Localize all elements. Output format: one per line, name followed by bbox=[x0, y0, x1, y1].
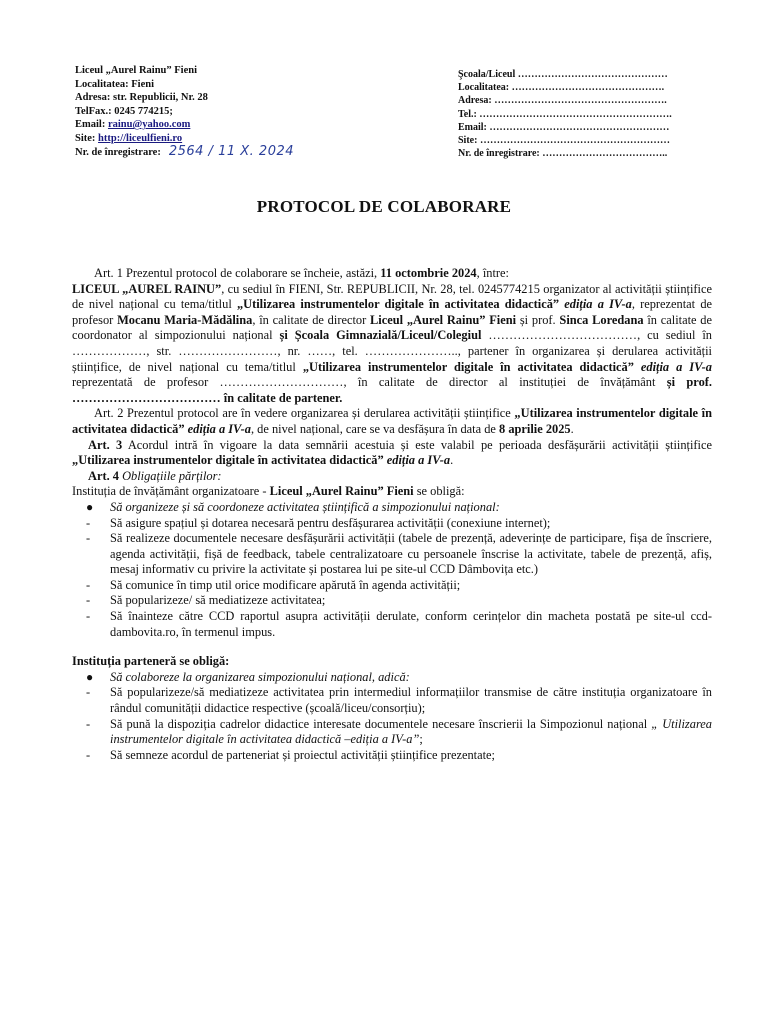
organizer-address: Adresa: str. Republicii, Nr. 28 bbox=[75, 92, 208, 103]
activity-theme: „Utilizarea instrumentelor digitale în activitatea didactică” bbox=[302, 359, 634, 374]
art1-text: , reprezentat de profesor bbox=[72, 297, 713, 327]
partner-locality-field: Localitatea: ………………………………………. bbox=[458, 82, 665, 94]
email-label: Email: bbox=[75, 119, 108, 130]
list-item bbox=[72, 609, 712, 640]
dash-icon: - bbox=[86, 515, 91, 530]
list-item bbox=[72, 578, 712, 594]
list-item-text: Să semneze acordul de parteneriat și proiectul activității științifice prezentate; bbox=[110, 747, 495, 762]
art1-text: , între: bbox=[476, 266, 509, 280]
list-item bbox=[72, 685, 712, 716]
list-item bbox=[72, 748, 712, 764]
organizer-school-name: Liceul „Aurel Rainu” Fieni bbox=[269, 484, 414, 499]
art3-label: Art. 3 bbox=[88, 437, 123, 452]
dash-icon: - bbox=[86, 593, 91, 608]
partner-school-field: Şcoala/Liceul ……………………………………… bbox=[458, 69, 668, 80]
organizer-obligations-list bbox=[72, 500, 712, 640]
list-item-text-italic: „ Utilizarea instrumentelor digitale în activitatea didactică –ediția a IV-a” bbox=[110, 716, 713, 747]
partner-obligations-heading bbox=[72, 654, 712, 670]
partner-site-field: Site: ………………………………………………… bbox=[458, 135, 670, 147]
list-item-text: Să înainteze către CCD raportul asupra activității derulate, conform cerințelor din macheta postată pe site-ul ccd-dambovita.ro, în termenul impus. bbox=[110, 609, 712, 639]
art2-text: . bbox=[570, 421, 574, 436]
intro-text: se obligă: bbox=[413, 484, 465, 499]
article-2 bbox=[72, 406, 712, 437]
bullet-icon: ● bbox=[86, 499, 94, 514]
email-link[interactable]: rainu@yahoo.com bbox=[107, 119, 191, 130]
bullet-icon: ● bbox=[86, 669, 94, 684]
partner-header bbox=[458, 68, 688, 160]
list-item-text: Să realizeze documentele necesare desfășurării activității (tabele de prezență, adeverințe de participare, fișa de înscriere, agenda activității, fișă de feedback, tabele centralizatoare cu persoanele înscrise la activitate, tabele de prezență, afiș, mesaj informativ cu privire la activitate și postarea lui pe site-ul CCD Dâmbovița etc.) bbox=[110, 531, 712, 577]
document-title: PROTOCOL DE COLABORARE bbox=[256, 197, 512, 216]
art1-text: reprezentată de profesor …………………………, în calitate de director al instituției de învățământ bbox=[72, 375, 667, 390]
organizer-name: Liceul „Aurel Rainu” Fieni bbox=[75, 65, 198, 76]
organizer-header bbox=[75, 64, 335, 160]
list-item bbox=[72, 670, 712, 686]
article-3 bbox=[72, 438, 712, 469]
art1-text: și prof. bbox=[516, 312, 560, 327]
article-4-heading bbox=[72, 469, 712, 485]
coordinator-name: Sinca Loredana bbox=[559, 312, 644, 327]
art1-parties bbox=[72, 282, 712, 407]
art2-text: , de nivel național, care se va desfășura în data de bbox=[250, 421, 500, 436]
director-name: Mocanu Maria-Mădălina bbox=[117, 312, 253, 327]
list-item bbox=[72, 593, 712, 609]
organizer-name-caps: LICEUL „AUREL RAINU” bbox=[72, 281, 222, 296]
partner-obligations-list bbox=[72, 670, 712, 764]
activity-edition: ediția a IV-a bbox=[633, 359, 712, 374]
organizer-locality: Localitatea: Fieni bbox=[75, 78, 155, 90]
activity-theme: „Utilizarea instrumentelor digitale în activitatea didactică” bbox=[72, 406, 712, 436]
organizer-site-line bbox=[75, 132, 335, 146]
organizer-email-line bbox=[75, 118, 335, 132]
intro-text: Instituția de învățământ organizatoare - bbox=[72, 484, 270, 499]
organizer-phone: TelFax.: 0245 774215; bbox=[75, 105, 173, 117]
art1-text: în calitate de coordonator al simpozionului național bbox=[72, 312, 712, 343]
partner-phone-field: Tel.: …………………………………………………. bbox=[458, 108, 672, 120]
list-item-text: Să comunice în timp util orice modificare apărută în agenda activității; bbox=[110, 577, 461, 592]
obligations-heading: Obligațiile părților: bbox=[122, 468, 222, 483]
article-1 bbox=[72, 266, 712, 282]
activity-edition: ediția a IV-a bbox=[383, 453, 451, 468]
partner-registration-field: Nr. de înregistrare: ……………………………….. bbox=[458, 148, 668, 160]
list-item-text: Să popularizeze/ să mediatizeze activitatea; bbox=[110, 593, 326, 608]
list-item-text: Să asigure spațiul și dotarea necesară pentru desfășurarea activității (conexiune internet); bbox=[110, 515, 551, 530]
dash-icon: - bbox=[86, 531, 91, 546]
list-item-text: ; bbox=[419, 732, 423, 747]
art1-text: Prezentul protocol de colaborare se încheie, astăzi, bbox=[122, 266, 381, 280]
activity-date: 8 aprilie 2025 bbox=[499, 421, 571, 436]
activity-edition: ediția a IV-a bbox=[184, 421, 251, 436]
school-name: Liceul „Aurel Rainu” Fieni bbox=[370, 312, 517, 327]
art1-date: 11 octombrie 2024 bbox=[380, 266, 477, 280]
list-item-text: Să colaboreze la organizarea simpozionului național, adică: bbox=[110, 669, 410, 684]
registration-number-handwritten: 2564 / 11 X. 2024 bbox=[168, 144, 295, 159]
art1-text: , cu sediul în FIENI, Str. REPUBLICII, Nr. 28, tel. 0245774215 bbox=[221, 281, 540, 296]
list-item bbox=[72, 516, 712, 532]
art2-text: Prezentul protocol are în vedere organizarea și derularea activității științifice bbox=[123, 406, 515, 421]
dash-icon: - bbox=[86, 609, 91, 624]
partner-institution: și Școala Gimnazială/Liceul/Colegiul bbox=[279, 328, 482, 343]
dash-icon: - bbox=[86, 716, 91, 731]
art1-text: organizator al activității științifice de nivel național cu tema/titlul bbox=[72, 281, 712, 312]
site-label: Site: bbox=[75, 132, 99, 144]
activity-theme: „Utilizarea instrumentelor digitale în activitatea didactică” bbox=[72, 453, 384, 468]
art1-text: ………………………………, cu sediul în ………………, str. ……………………, nr. ……, tel. ………………….., partener în organizarea și derularea activității științifice, de nivel național cu tema/titlul bbox=[72, 328, 713, 374]
partner-role: în calitate de partener. bbox=[220, 390, 343, 405]
dash-icon: - bbox=[86, 685, 91, 700]
activity-edition: ediția a IV-a bbox=[559, 297, 632, 312]
partner-professor: și prof. ……………………………… bbox=[72, 375, 712, 405]
list-item-text: Să popularizeze/să mediatizeze activitatea prin intermediul informațiilor transmise de către instituția organizatoare în rândul comunității didactice respective (școală/liceu/consorțiu); bbox=[110, 685, 712, 716]
list-item bbox=[72, 531, 712, 578]
partner-heading-text: Instituția parteneră se obligă: bbox=[72, 654, 230, 669]
art3-text: . bbox=[450, 453, 454, 468]
list-item bbox=[72, 500, 712, 516]
art1-label: Art. 1 bbox=[94, 266, 123, 280]
list-item-text: Să organizeze și să coordoneze activitatea științifică a simpozionului național: bbox=[110, 499, 500, 514]
art3-text: Acordul intră în vigoare la data semnării acestuia și este valabil pe perioada desfășurării activității științifice bbox=[122, 437, 712, 452]
art1-text: , în calitate de director bbox=[252, 312, 370, 327]
organizer-obligations-intro bbox=[72, 484, 712, 500]
list-item bbox=[72, 717, 712, 748]
dash-icon: - bbox=[86, 577, 91, 592]
site-link[interactable]: http://liceulfieni.ro bbox=[98, 132, 183, 144]
art4-label: Art. 4 bbox=[88, 468, 119, 483]
activity-theme: „Utilizarea instrumentelor digitale în activitatea didactică” bbox=[236, 297, 560, 312]
organizer-registration bbox=[75, 145, 335, 160]
document-body bbox=[72, 266, 712, 763]
dash-icon: - bbox=[86, 747, 91, 762]
partner-email-field: Email: ……………………………………………… bbox=[458, 121, 670, 133]
partner-address-field: Adresa: ……………………………………………. bbox=[458, 95, 667, 107]
list-item-text: Să pună la dispoziția cadrelor didactice interesate documentele necesare înscrierii la Simpozionul național bbox=[110, 716, 652, 731]
art2-label: Art. 2 bbox=[94, 406, 124, 421]
registration-label: Nr. de înregistrare: bbox=[75, 147, 161, 158]
